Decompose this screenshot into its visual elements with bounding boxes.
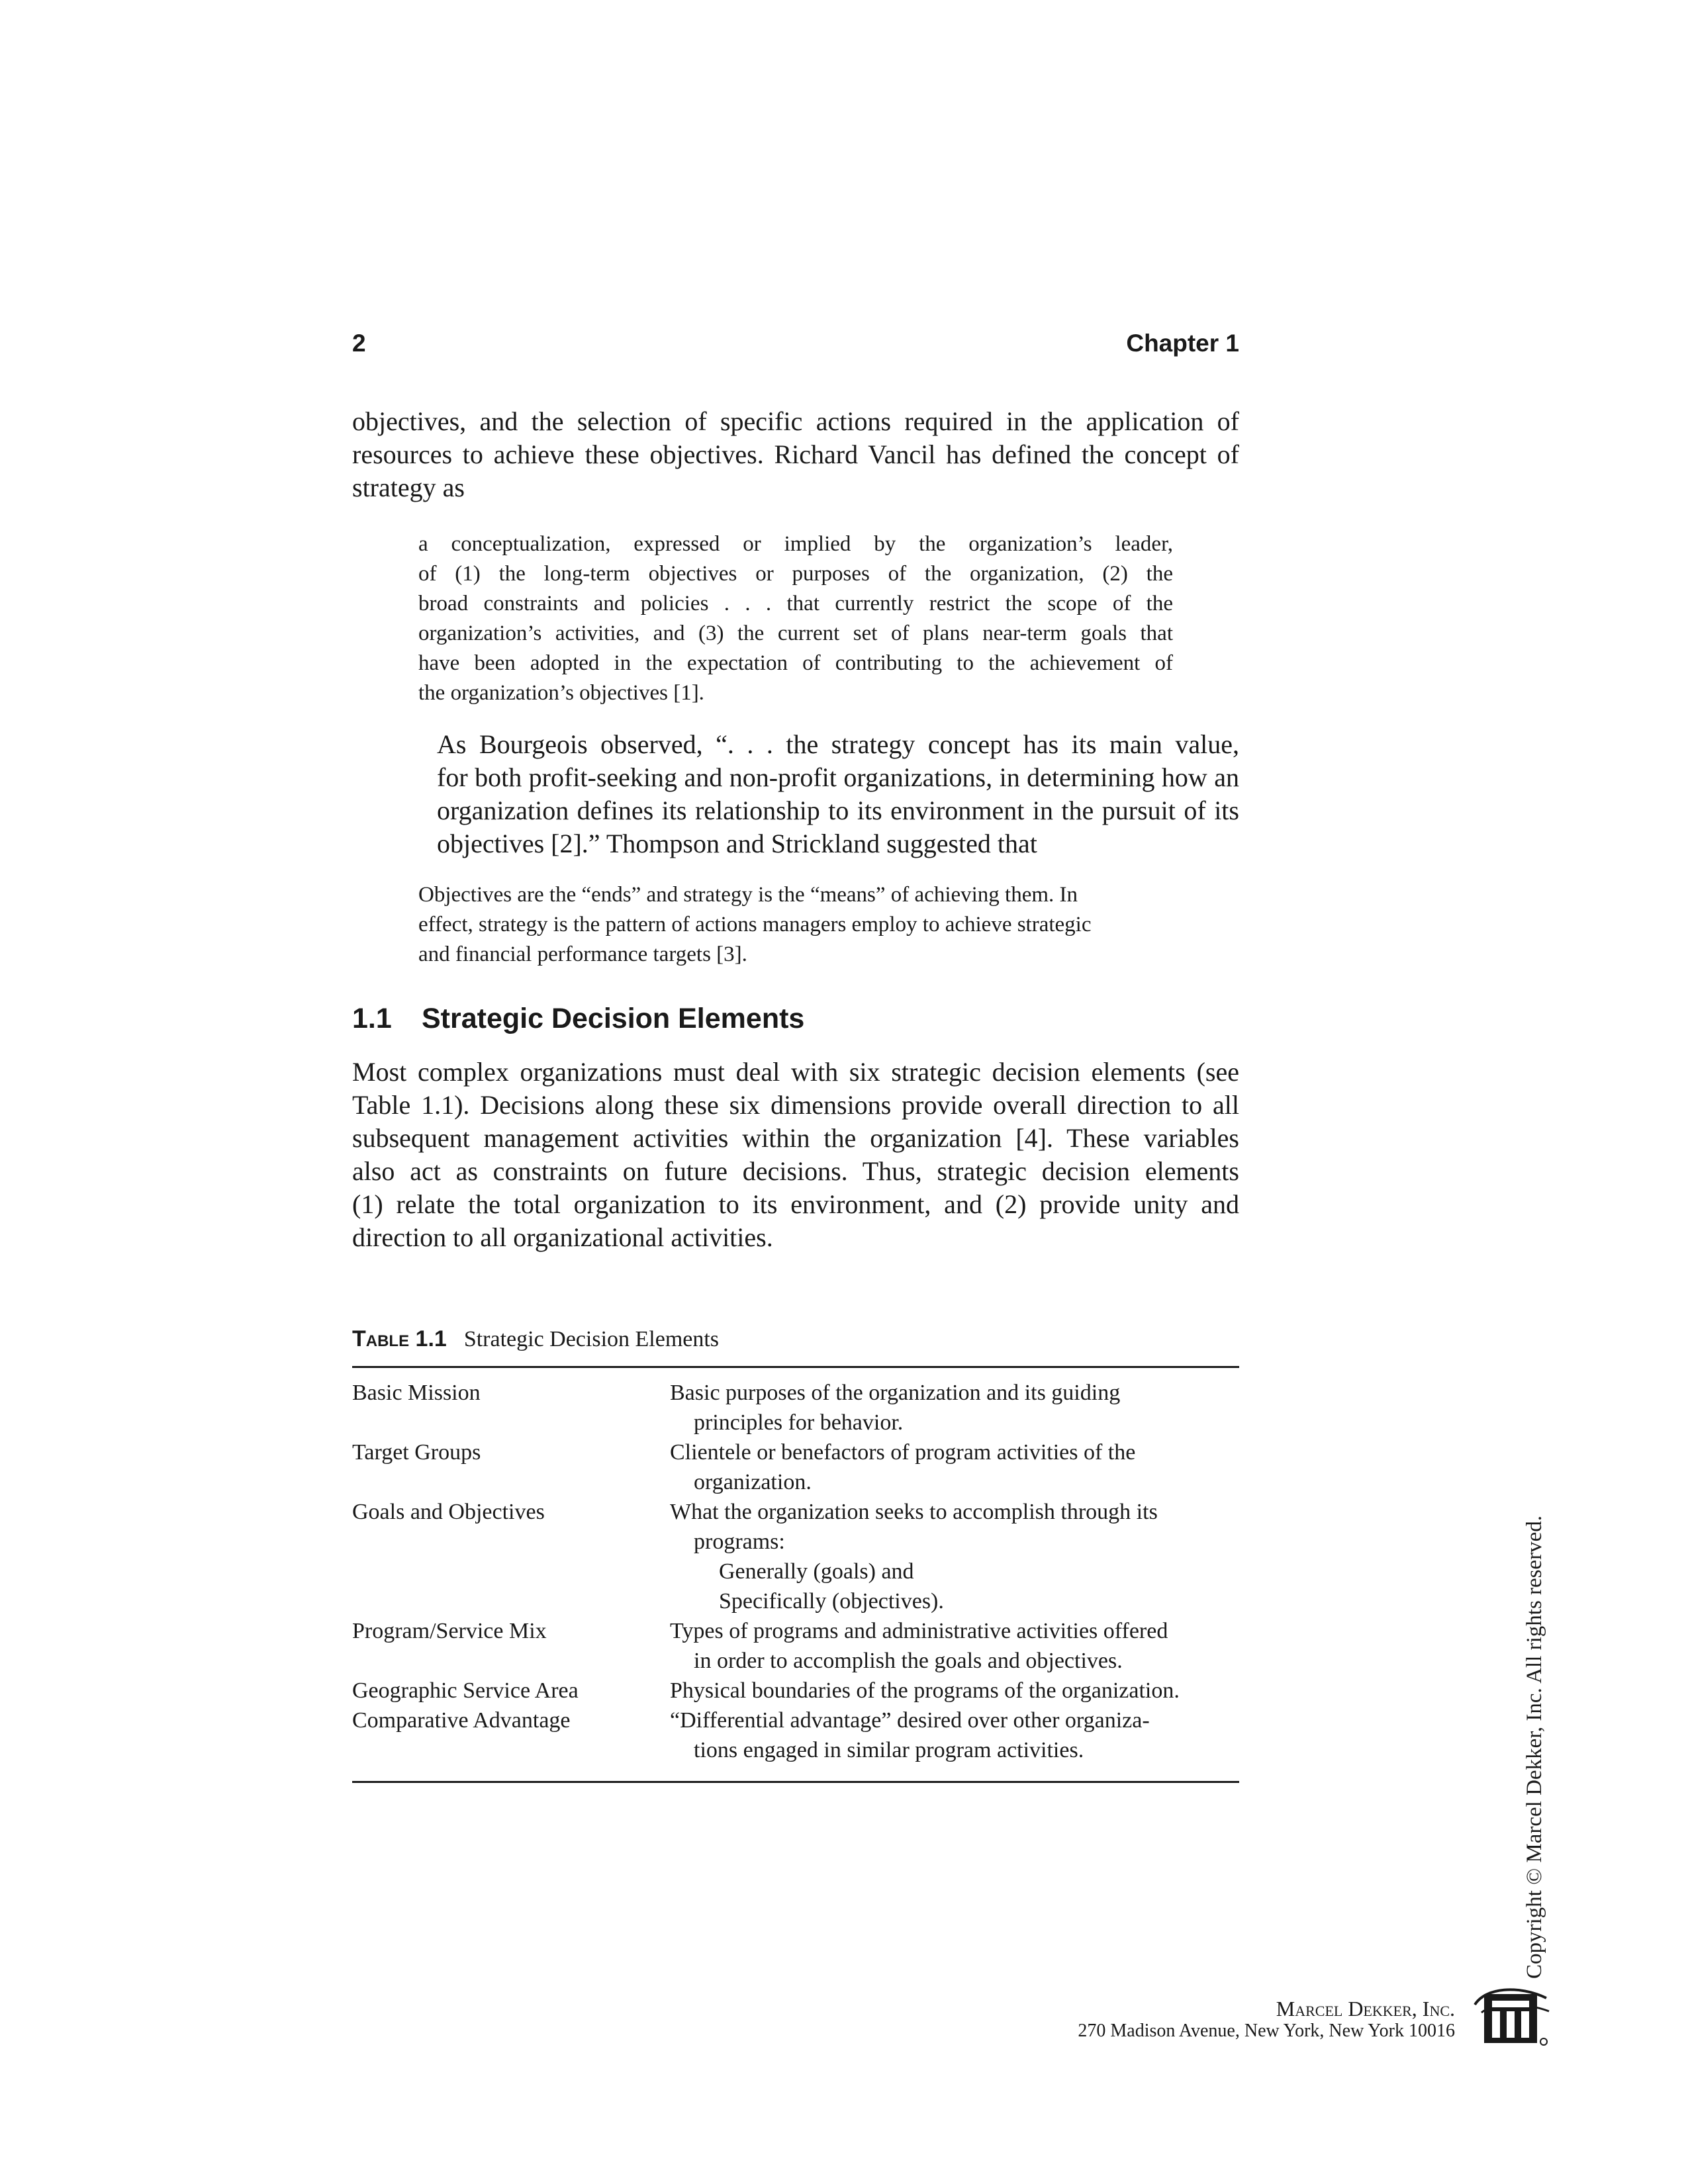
table-bottom-rule bbox=[352, 1781, 1239, 1783]
block-quote-vancil bbox=[418, 529, 1173, 708]
block-quote-thompson bbox=[418, 880, 1173, 970]
paragraph-line: organization defines its relationship to its environment in the pursuit of its bbox=[437, 796, 1239, 825]
paragraph-line: subsequent management activities within the organization [4]. These variables bbox=[352, 1123, 1239, 1153]
table-term: Geographic Service Area bbox=[352, 1678, 579, 1703]
publisher-name: Marcel Dekker, Inc. bbox=[1276, 1997, 1455, 2021]
quote-line: have been adopted in the expectation of contributing to the achievement of bbox=[418, 651, 1173, 675]
copyright-notice: Copyright © Marcel Dekker, Inc. All rights reserved. bbox=[1523, 1515, 1546, 1979]
table-row bbox=[352, 1497, 1239, 1616]
paragraph-line: resources to achieve these objectives. Richard Vancil has defined the concept of bbox=[352, 439, 1239, 469]
table-term: Comparative Advantage bbox=[352, 1708, 571, 1733]
table-definition bbox=[670, 1437, 1239, 1497]
table-definition bbox=[670, 1497, 1239, 1616]
table-label: Table 1.1 bbox=[352, 1326, 447, 1351]
definition-subline: Generally (goals) and bbox=[719, 1559, 914, 1584]
table-row bbox=[352, 1437, 1239, 1497]
definition-subline: Specifically (objectives). bbox=[719, 1589, 944, 1614]
table-row bbox=[352, 1676, 1239, 1706]
paragraph-line: As Bourgeois observed, “. . . the strategy concept has its main value, bbox=[437, 729, 1239, 759]
table-term: Program/Service Mix bbox=[352, 1619, 547, 1643]
definition-line: programs: bbox=[694, 1529, 785, 1554]
table-term: Basic Mission bbox=[352, 1381, 481, 1405]
strategic-elements-table bbox=[352, 1378, 1239, 1765]
quote-line: Objectives are the “ends” and strategy is the “means” of achieving them. In bbox=[418, 883, 1078, 907]
table-definition bbox=[670, 1706, 1239, 1765]
table-row bbox=[352, 1378, 1239, 1437]
quote-line: effect, strategy is the pattern of actions managers employ to achieve strategic bbox=[418, 913, 1092, 936]
paragraph-line: objectives [2].” Thompson and Strickland suggested that bbox=[437, 829, 1037, 858]
paragraph-line: also act as constraints on future decisions. Thus, strategic decision elements bbox=[352, 1156, 1239, 1186]
quote-line: and financial performance targets [3]. bbox=[418, 942, 747, 966]
definition-line: What the organization seeks to accomplish through its bbox=[670, 1500, 1158, 1524]
definition-line: organization. bbox=[694, 1470, 812, 1494]
publisher-logo-icon bbox=[1472, 1981, 1552, 2047]
definition-line: Physical boundaries of the programs of the organization. bbox=[670, 1678, 1180, 1703]
paragraph-line: strategy as bbox=[352, 473, 465, 502]
table-row bbox=[352, 1706, 1239, 1765]
table-definition bbox=[670, 1616, 1239, 1676]
paragraph-line: objectives, and the selection of specific actions required in the application of bbox=[352, 406, 1239, 436]
paragraph-line: Most complex organizations must deal with six strategic decision elements (see bbox=[352, 1057, 1239, 1087]
definition-line: Basic purposes of the organization and its guiding bbox=[670, 1381, 1121, 1405]
table-term: Goals and Objectives bbox=[352, 1500, 545, 1524]
quote-line: a conceptualization, expressed or implied by the organization’s leader, bbox=[418, 532, 1173, 556]
paragraph-line: for both profit-seeking and non-profit organizations, in determining how an bbox=[437, 762, 1239, 792]
definition-line: principles for behavior. bbox=[694, 1410, 904, 1435]
publisher-address: 270 Madison Avenue, New York, New York 10016 bbox=[1078, 2021, 1455, 2041]
page-number: 2 bbox=[352, 330, 366, 357]
quote-line: organization’s activities, and (3) the current set of plans near-term goals that bbox=[418, 621, 1173, 645]
definition-line: tions engaged in similar program activities. bbox=[694, 1738, 1084, 1762]
paragraph-2 bbox=[352, 728, 1239, 860]
table-row bbox=[352, 1616, 1239, 1676]
table-definition bbox=[670, 1676, 1239, 1706]
table-caption-text: Strategic Decision Elements bbox=[463, 1327, 720, 1351]
paragraph-3 bbox=[352, 1056, 1239, 1254]
definition-line: Clientele or benefactors of program activities of the bbox=[670, 1440, 1136, 1465]
section-title: Strategic Decision Elements bbox=[422, 1003, 805, 1034]
quote-line: of (1) the long-term objectives or purposes of the organization, (2) the bbox=[418, 562, 1173, 586]
table-caption bbox=[352, 1326, 719, 1352]
definition-line: in order to accomplish the goals and objectives. bbox=[694, 1649, 1123, 1673]
section-heading bbox=[352, 1003, 1239, 1035]
table-definition bbox=[670, 1378, 1239, 1437]
table-term: Target Groups bbox=[352, 1440, 481, 1465]
definition-line: Types of programs and administrative activities offered bbox=[670, 1619, 1168, 1643]
chapter-label: Chapter 1 bbox=[1126, 330, 1239, 357]
table-top-rule bbox=[352, 1366, 1239, 1368]
quote-line: broad constraints and policies . . . that currently restrict the scope of the bbox=[418, 592, 1173, 615]
paragraph-line: Table 1.1). Decisions along these six dimensions provide overall direction to all bbox=[352, 1090, 1239, 1120]
paragraph-line: (1) relate the total organization to its environment, and (2) provide unity and bbox=[352, 1189, 1239, 1219]
quote-line: the organization’s objectives [1]. bbox=[418, 681, 704, 705]
paragraph-line: direction to all organizational activities. bbox=[352, 1222, 773, 1252]
section-number: 1.1 bbox=[352, 1003, 392, 1034]
running-head bbox=[352, 330, 1239, 369]
publisher-imprint bbox=[1078, 1997, 1455, 2042]
paragraph-1 bbox=[352, 405, 1239, 504]
definition-line: “Differential advantage” desired over other organiza- bbox=[670, 1708, 1150, 1733]
